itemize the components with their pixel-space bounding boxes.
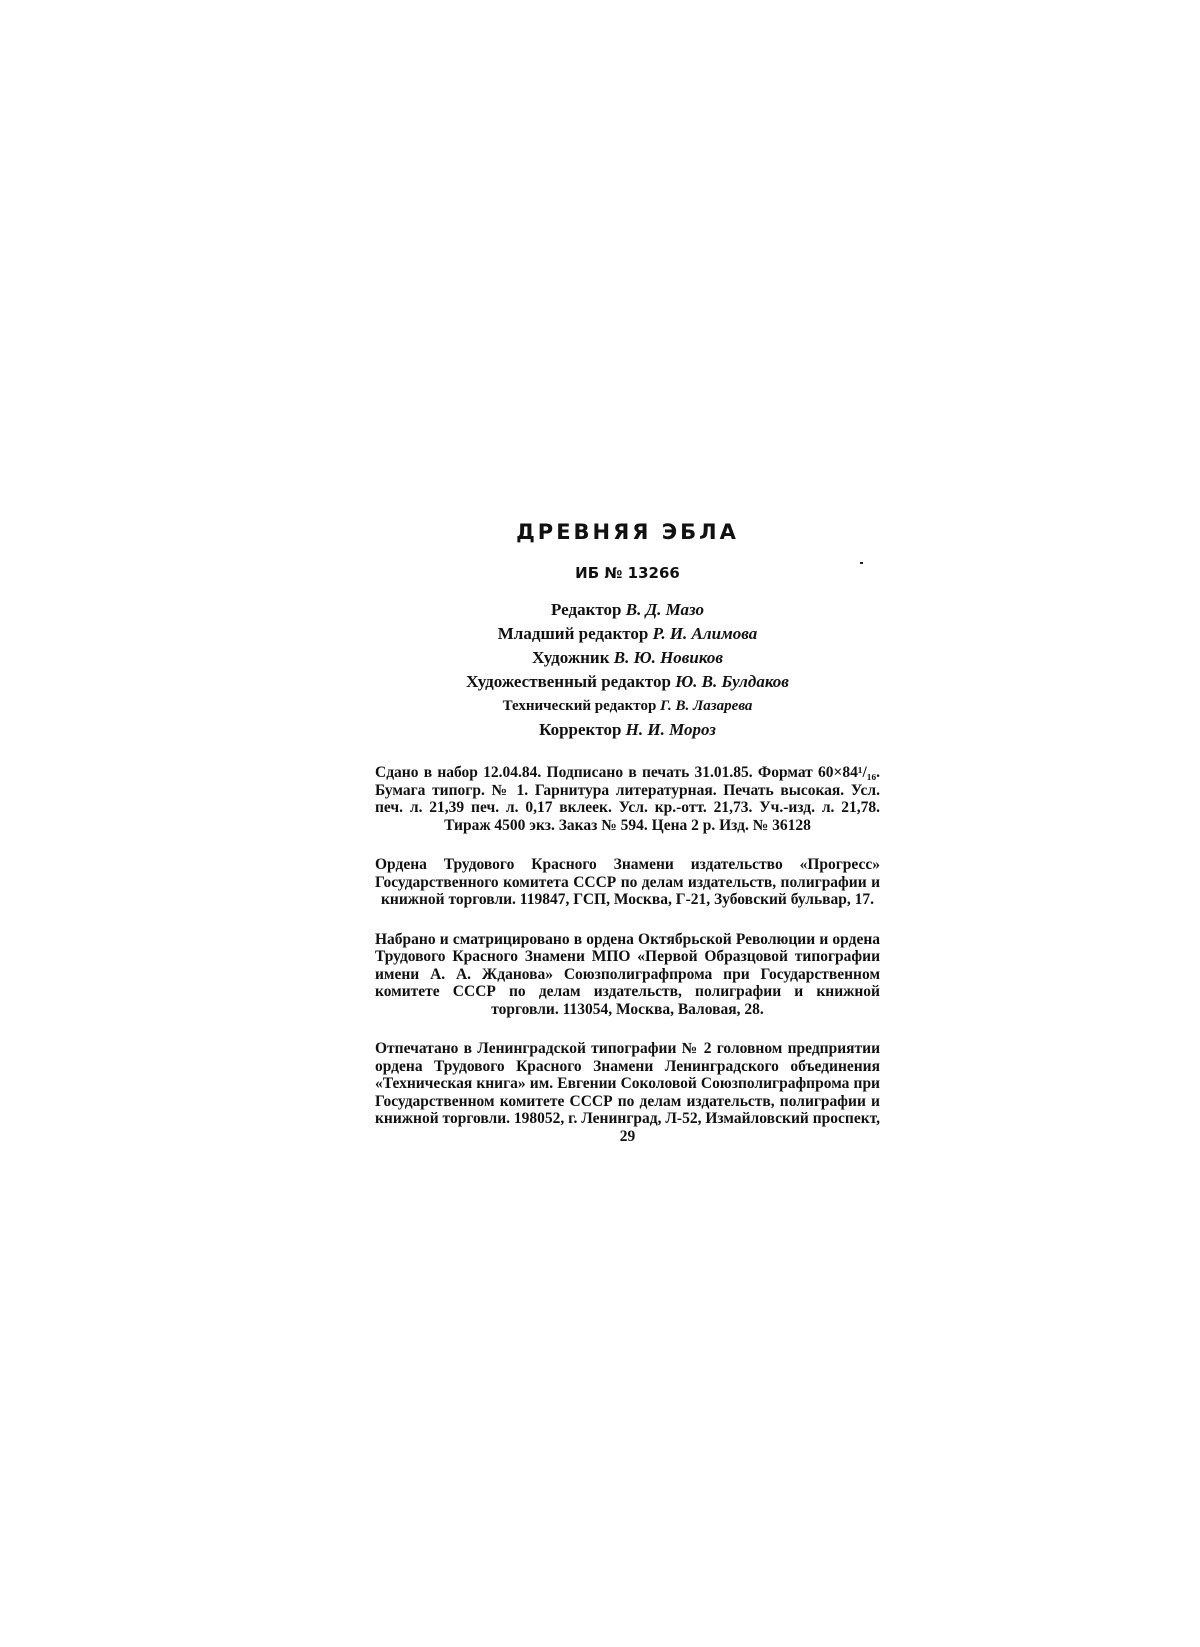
publisher-info: Ордена Трудового Красного Знамени издательство «Прогресс» Государственного комитета СССР по делам издательств, полиграфии и книжной торговли. 119847, ГСП, Москва, Г-21, Зубовский бульвар, 17.: [375, 856, 880, 908]
staff-name: Ю. В. Булдаков: [675, 672, 789, 691]
staff-role: Корректор: [539, 720, 622, 739]
staff-credit-artist: [375, 646, 880, 670]
staff-credit-junior-editor: [375, 622, 880, 646]
book-title: ДРЕВНЯЯ ЭБЛА: [516, 520, 739, 544]
colophon: [375, 520, 880, 1145]
print-details: Сдано в набор 12.04.84. Подписано в печать 31.01.85. Формат 60×84¹/₁₆. Бумага типогр. № 1. Гарнитура литературная. Печать высокая. Усл. печ. л. 21,39 печ. л. 0,17 вклеек. Усл. кр.-отт. 21,73. Уч.-изд. л. 21,78. Тираж 4500 экз. Заказ № 594. Цена 2 р. Изд. № 36128: [375, 764, 880, 834]
typesetting-info: Набрано и сматрицировано в ордена Октябрьской Революции и ордена Трудового Красного Знамени МПО «Первой Образцовой типографии имени А. А. Жданова» Союзполиграфпрома при Государственном комитете СССР по делам издательств, полиграфии и книжной торговли. 113054, Москва, Валовая, 28.: [375, 930, 880, 1018]
ink-speck: [860, 562, 863, 564]
staff-role: Художественный редактор: [466, 672, 671, 691]
staff-role: Технический редактор: [502, 698, 657, 714]
staff-role: Редактор: [551, 600, 622, 619]
printing-info: Отпечатано в Ленинградской типографии № 2 головном предприятии ордена Трудового Красного Знамени Ленинградского объединения «Техническая книга» им. Евгении Соколовой Союзполиграфпрома при Государственном комитете СССР по делам издательств, полиграфии и книжной торговли. 198052, г. Ленинград, Л-52, Измайловский проспект, 29: [375, 1040, 880, 1145]
staff-credit-technical-editor: [375, 694, 880, 718]
staff-credit-proofreader: [375, 718, 880, 742]
staff-role: Художник: [532, 648, 610, 667]
staff-name: Н. И. Мороз: [625, 720, 716, 739]
staff-name: Р. И. Алимова: [652, 624, 758, 643]
ib-number: ИБ № 13266: [575, 564, 680, 582]
staff-credit-editor: [375, 598, 880, 622]
staff-credit-art-editor: [375, 670, 880, 694]
staff-name: В. Ю. Новиков: [613, 648, 723, 667]
staff-credits: [375, 598, 880, 742]
staff-name: Г. В. Лазарева: [660, 698, 753, 714]
staff-name: В. Д. Мазо: [625, 600, 704, 619]
staff-role: Младший редактор: [497, 624, 649, 643]
